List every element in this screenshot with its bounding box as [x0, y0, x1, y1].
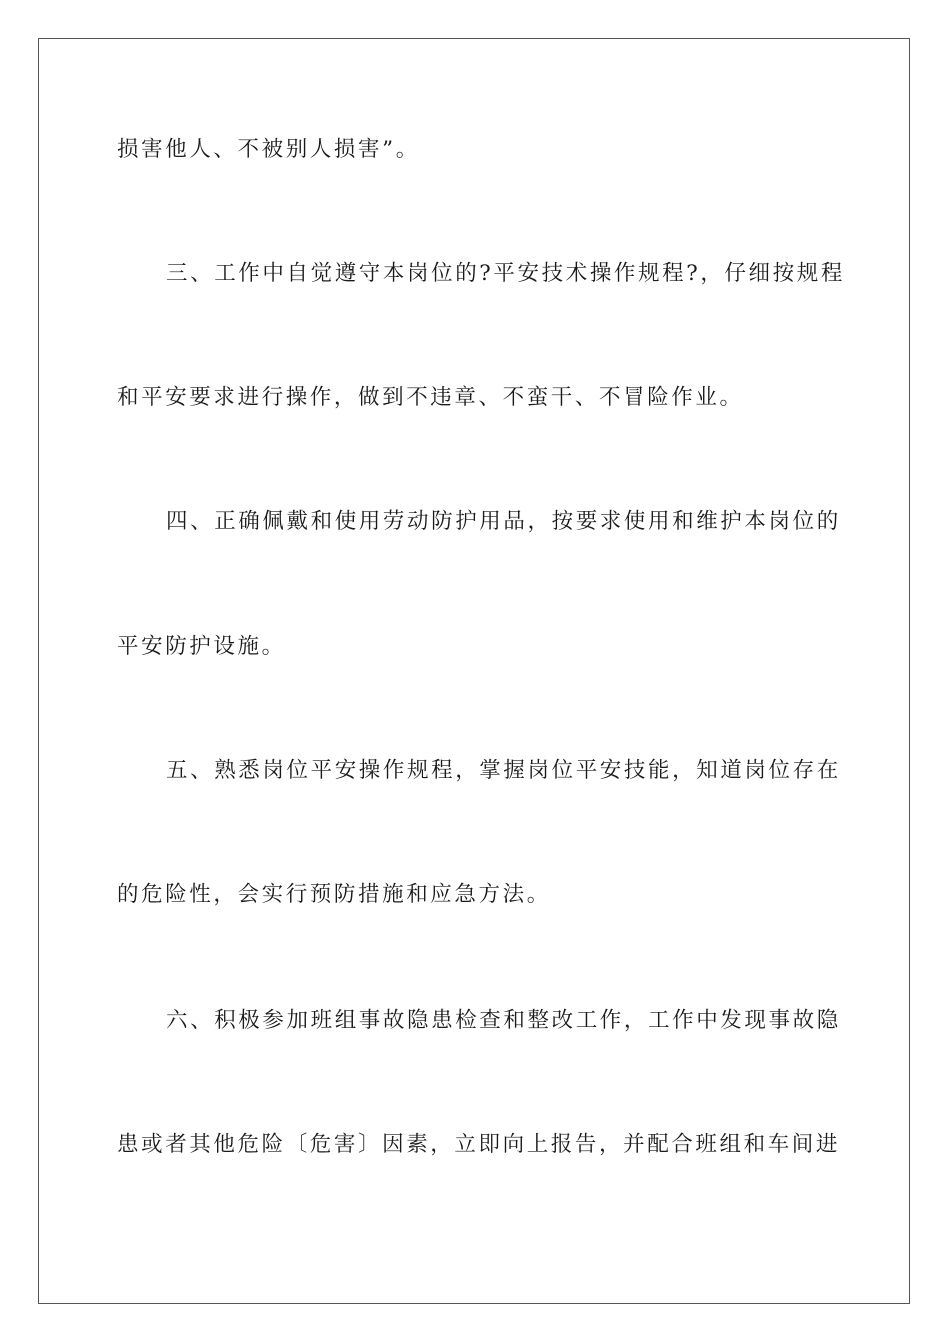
- paragraph-4-line-1: 四、正确佩戴和使用劳动防护用品，按要求使用和维护本岗位的: [166, 509, 841, 534]
- paragraph-6-line-2: 患或者其他危险〔危害〕因素，立即向上报告，并配合班组和车间进: [117, 1132, 841, 1157]
- paragraph-4-line-2: 平安防护设施。: [117, 634, 286, 659]
- paragraph-6-line-1: 六、积极参加班组事故隐患检查和整改工作，工作中发现事故隐: [166, 1008, 841, 1033]
- page-border: [38, 38, 910, 1304]
- paragraph-3-line-2: 和平安要求进行操作，做到不违章、不蛮干、不冒险作业。: [117, 385, 744, 410]
- paragraph-2-continuation-line: 损害他人、不被别人损害”。: [117, 137, 420, 162]
- paragraph-3-line-1: 三、工作中自觉遵守本岗位的?平安技术操作规程?，仔细按规程: [166, 261, 845, 286]
- paragraph-5-line-1: 五、熟悉岗位平安操作规程，掌握岗位平安技能，知道岗位存在: [166, 758, 841, 783]
- paragraph-5-line-2: 的危险性，会实行预防措施和应急方法。: [117, 882, 551, 907]
